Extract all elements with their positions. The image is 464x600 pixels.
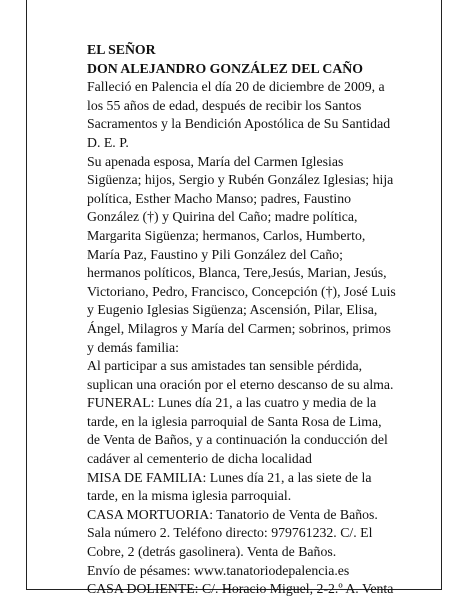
text-line: D. E. P. — [87, 134, 129, 150]
text-line: Margarita Sigüenza; hermanos, Carlos, Humberto, — [87, 227, 366, 243]
text-line: de Venta de Baños, y a continuación la conducción del — [87, 432, 388, 448]
text-line: política, Esther Macho Manso; padres, Faustino — [87, 190, 352, 206]
condolences — [87, 562, 425, 581]
heading-line: EL SEÑOR — [87, 42, 156, 57]
text-line: Sigüenza; hijos, Sergio y Rubén González Iglesias; hija — [87, 172, 394, 188]
family-list — [87, 153, 425, 358]
family-mass — [87, 469, 425, 506]
text-line: González (†) y Quirina del Caño; madre política, — [87, 209, 358, 225]
prayer-request — [87, 357, 425, 394]
text-line: Al participar a sus amistades tan sensible pérdida, — [87, 358, 363, 374]
text-line: Cobre, 2 (detrás gasolinera). Venta de Baños. — [87, 544, 337, 560]
heading — [87, 41, 425, 78]
text-line: FUNERAL: Lunes día 21, a las cuatro y media de la — [87, 395, 377, 411]
text-line: María Paz, Faustino y Pili González del Caño; — [87, 246, 343, 262]
text-line: hermanos políticos, Blanca, Tere,Jesús, Marian, Jesús, — [87, 265, 387, 281]
text-line: CASA MORTUORIA: Tanatorio de Venta de Baños. — [87, 506, 378, 522]
text-line: Victoriano, Pedro, Francisco, Concepción (†), José Luis — [87, 283, 396, 299]
text-line: Sacramentos y la Bendición Apostólica de Su Santidad — [87, 116, 391, 132]
text-line: Ángel, Milagros y María del Carmen; sobrinos, primos — [87, 320, 391, 336]
text-line: y Eugenio Iglesias Sigüenza; Ascensión, Pilar, Elisa, — [87, 302, 378, 318]
text-line: suplican una oración por el eterno descanso de su alma. — [87, 376, 394, 392]
text-line: Falleció en Palencia el día 20 de diciembre de 2009, a — [87, 79, 385, 95]
text-line: CASA DOLIENTE: C/. Horacio Miguel, 2-2.º A. Venta — [87, 581, 394, 597]
obituary-text — [87, 41, 425, 599]
family-home — [87, 580, 425, 599]
text-line: tarde, en la misma iglesia parroquial. — [87, 488, 292, 504]
text-line: tarde, en la iglesia parroquial de Santa Rosa de Lima, — [87, 413, 382, 429]
funeral-details — [87, 394, 425, 468]
text-line: y demás familia: — [87, 339, 179, 355]
text-line: Sala número 2. Teléfono directo: 979761232. C/. El — [87, 525, 373, 541]
mortuary-details — [87, 506, 425, 562]
death-notice — [87, 78, 425, 152]
text-line: cadáver al cementerio de dicha localidad — [87, 451, 312, 467]
text-line: Envío de pésames: www.tanatoriodepalencia.es — [87, 562, 350, 578]
deceased-name: DON ALEJANDRO GONZÁLEZ DEL CAÑO — [87, 60, 363, 76]
text-line: Su apenada esposa, María del Carmen Iglesias — [87, 153, 344, 169]
text-line: MISA DE FAMILIA: Lunes día 21, a las siete de la — [87, 469, 372, 485]
text-line: los 55 años de edad, después de recibir los Santos — [87, 97, 362, 113]
